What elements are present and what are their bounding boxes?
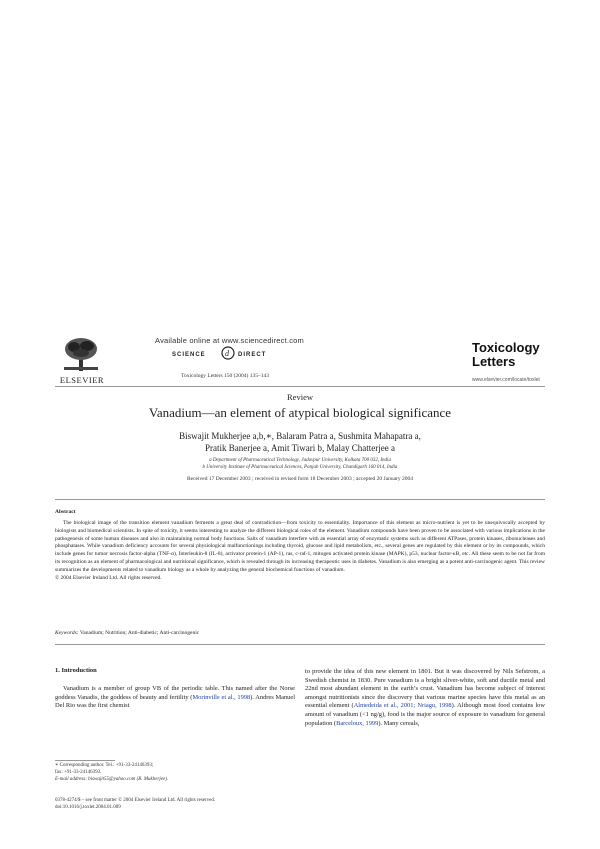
abstract-rule-bottom	[55, 644, 545, 645]
journal-title-line1: Toxicology	[472, 340, 540, 355]
journal-title	[472, 341, 582, 369]
intro-left-paragraph	[55, 685, 295, 711]
abstract-rule-top	[55, 499, 545, 500]
article-title: Vanadium—an element of atypical biological significance	[148, 405, 452, 420]
sciencedirect-logo	[170, 346, 290, 360]
intro-right-paragraph	[305, 668, 545, 728]
intro-left-column	[55, 685, 295, 711]
authors	[55, 430, 545, 454]
footnote-line1: ∗ Corresponding author. Tel.: +91-33-24146393;	[55, 763, 154, 768]
footnote-rule	[55, 760, 115, 761]
abstract-body	[55, 520, 545, 582]
intro-right-column	[305, 668, 545, 728]
publisher-name: ELSEVIER	[59, 375, 105, 385]
available-online: Available online at www.sciencedirect.com	[155, 336, 304, 345]
intro-left-text-a: Vanadium is a member of group VB of the periodic table. This named after the Norse goddess Vanadis, the goddess of beauty and fertility (	[55, 685, 295, 701]
intro-right-text-b: ). Although most food contains low amount of vanadium (<1 ng/g), food is the major source of exposure to vanadium for general population (	[305, 702, 545, 727]
svg-text:d: d	[225, 349, 229, 358]
copyright-block	[55, 798, 545, 812]
doi[interactable]: doi:10.1016/j.toxlet.2004.01.009	[55, 804, 121, 810]
footnote-line3: E-mail address: biswajit55@yahoo.com (B. Mukherjee).	[55, 776, 169, 782]
header-rule	[55, 386, 545, 387]
footnote-line2: fax: +91-33-24146393.	[55, 769, 102, 775]
corresponding-author-footnote	[55, 763, 295, 783]
keywords-label: Keywords:	[55, 630, 79, 636]
intro-left-text-b: ). Andres Manuel Del Rio was the first chemist	[55, 693, 295, 710]
copyright-line1: 0378-4274/$ – see front matter © 2004 Elsevier Ireland Ltd. All rights reserved.	[55, 798, 216, 803]
affiliations	[55, 457, 545, 471]
citation-link[interactable]: Morinville et al., 1998	[192, 693, 251, 701]
journal-url[interactable]: www.elsevier.com/locate/toxlet	[472, 377, 540, 383]
keywords	[55, 630, 545, 636]
keywords-list: Vanadium; Nutrition; Anti-diabetic; Anti-carcinogenic	[79, 630, 200, 636]
journal-title-line2: Letters	[472, 354, 516, 369]
authors-line2: Pratik Banerjee a, Amit Tiwari b, Malay Chatterjee a	[205, 443, 395, 453]
abstract-text: The biological image of the transition element vanadium ferments a great deal of contradiction—from toxicity to essentiality. Importance of this element as micro-nutrient is yet to be unequivocally accepted by biologists and biomedical scientists. In spite of toxicity, it seems interesting to analyze the different biological roles of the element. Vanadium compounds have been proven to be associated with various implications in the pathogenesis of some human diseases and also in maintaining normal body functions. Salts of vanadium interfere with an essential array of enzymatic systems such as different ATPases, protein kinases, ribonucleases and phosphatases. While vanadium deficiency accounts for several physiological malfunctionings including thyroid, glucose and lipid metabolism, etc., several genes are regulated by this element or by its compounds, which include genes for tumor necrosis factor-alpha (TNF-α), Interleukin-8 (IL-8), activator protein-1 (AP-1), ras, c-raf-1, mitogen activated protein kinase (MAPK), p53, nuclear factor-κB, etc. All these seem to be not far from its recognition as an element of pharmacological and nutritional significance, which is revealed through its increasing therapeutic uses in diabetes. Vanadium is also emerging as a potent anti-carcinogenic agent. This review summarizes the developments related to vanadium biology as a whole by analyzing the general biochemical functions of vanadium.	[55, 520, 545, 573]
intro-right-text-a: to provide the idea of this new element in 1801. But it was discovered by Nils Sefstrom, a Swedish chemist in 1830. Pure vanadium is a bright sliver-white, soft and ductile metal and 22nd most abundant element in the earth’s crust. Vanadium has become subject of interest amongst nutritionists since the discovery that various marine species have this metal as an essential element (	[305, 668, 545, 710]
citation-link[interactable]: Almedeida et al., 2001; Nriagu, 1998	[353, 702, 452, 710]
svg-text:SCIENCE: SCIENCE	[172, 352, 206, 358]
section-type: Review	[287, 392, 313, 402]
affiliation-a: a Department of Pharmaceutical Technology, Jadavpur University, Kolkata 700 032, India	[209, 458, 391, 463]
citation-link[interactable]: Barceloux, 1999	[336, 719, 379, 727]
journal-citation: Toxicology Letters 150 (2004) 135–143	[181, 373, 269, 379]
affiliation-b: b University Institute of Pharmaceutical Sciences, Panjab University, Chandigarh 160 014, India	[202, 465, 398, 470]
svg-text:DIRECT: DIRECT	[238, 352, 267, 358]
authors-line1: Biswajit Mukherjee a,b,∗, Balaram Patra a, Sushmita Mahapatra a,	[179, 431, 421, 441]
elsevier-tree-logo	[60, 337, 102, 373]
abstract-heading: Abstract	[55, 509, 76, 515]
intro-right-text-c: ). Many cereals,	[378, 719, 420, 727]
abstract-copyright: © 2004 Elsevier Ireland Ltd. All rights reserved.	[55, 574, 162, 581]
received-dates: Received 17 December 2003 ; received in revised form 18 December 2003 ; accepted 20 January 2004	[186, 476, 414, 482]
intro-heading: 1. Introduction	[55, 667, 97, 674]
